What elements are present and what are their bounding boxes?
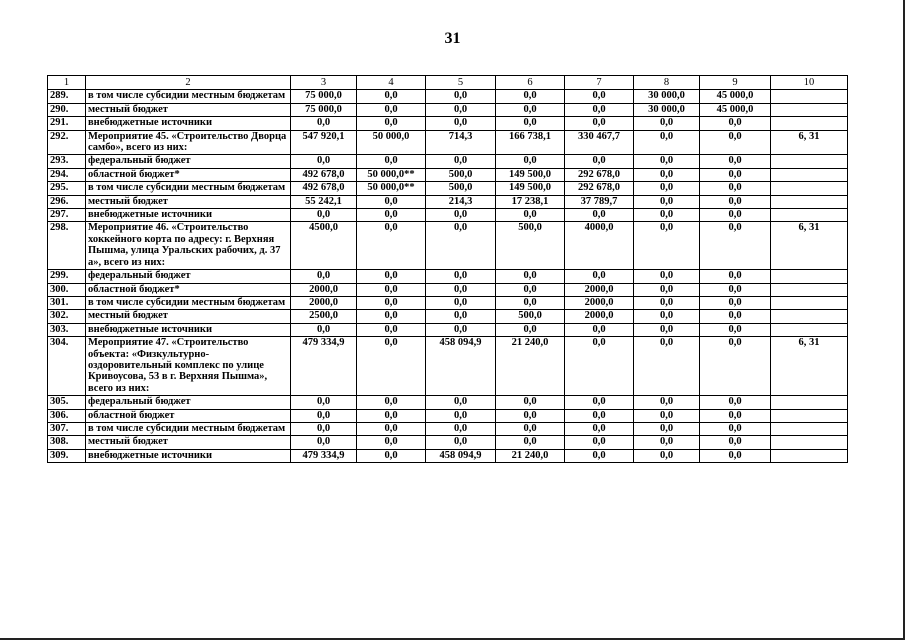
year-cell: 0,0 <box>700 422 771 435</box>
year-cell: 0,0 <box>565 323 634 336</box>
year-cell: 0,0 <box>357 90 426 103</box>
header-cell: 6 <box>496 76 565 90</box>
year-cell: 0,0 <box>634 222 700 270</box>
total-cell: 75 000,0 <box>291 103 357 116</box>
total-cell: 479 334,9 <box>291 337 357 396</box>
year-cell: 0,0 <box>565 270 634 283</box>
target-ref-cell <box>771 449 848 462</box>
year-cell: 0,0 <box>700 296 771 309</box>
item-name-cell: внебюджетные источники <box>86 449 291 462</box>
item-name-cell: областной бюджет* <box>86 168 291 181</box>
table-row <box>48 168 848 181</box>
item-name-cell: областной бюджет* <box>86 283 291 296</box>
year-cell: 0,0 <box>634 168 700 181</box>
year-cell: 0,0 <box>496 296 565 309</box>
year-cell: 458 094,9 <box>426 337 496 396</box>
item-name-cell: в том числе субсидии местным бюджетам <box>86 296 291 309</box>
year-cell: 0,0 <box>357 449 426 462</box>
year-cell: 0,0 <box>357 117 426 130</box>
table-row <box>48 436 848 449</box>
year-cell: 37 789,7 <box>565 195 634 208</box>
year-cell: 0,0 <box>496 436 565 449</box>
year-cell: 2000,0 <box>565 310 634 323</box>
row-number-cell: 305. <box>48 396 86 409</box>
year-cell: 0,0 <box>357 323 426 336</box>
item-name-cell: Мероприятие 47. «Строительство объекта: «Физкультурно-оздоровительный комплекс по улице Кривоусова, 53 в г. Верхняя Пышма», всего из них: <box>86 337 291 396</box>
header-cell: 1 <box>48 76 86 90</box>
row-number-cell: 300. <box>48 283 86 296</box>
table-row <box>48 449 848 462</box>
year-cell: 0,0 <box>700 323 771 336</box>
year-cell: 0,0 <box>496 409 565 422</box>
column-number-row <box>48 76 848 90</box>
year-cell: 0,0 <box>496 323 565 336</box>
item-name-cell: федеральный бюджет <box>86 270 291 283</box>
total-cell: 0,0 <box>291 270 357 283</box>
table-row <box>48 296 848 309</box>
year-cell: 0,0 <box>700 168 771 181</box>
year-cell: 0,0 <box>634 337 700 396</box>
year-cell: 0,0 <box>634 283 700 296</box>
header-cell: 5 <box>426 76 496 90</box>
year-cell: 214,3 <box>426 195 496 208</box>
table-row <box>48 90 848 103</box>
year-cell: 0,0 <box>565 337 634 396</box>
year-cell: 2000,0 <box>565 296 634 309</box>
year-cell: 149 500,0 <box>496 168 565 181</box>
target-ref-cell <box>771 422 848 435</box>
table-row <box>48 222 848 270</box>
item-name-cell: Мероприятие 45. «Строительство Дворца самбо», всего из них: <box>86 130 291 155</box>
year-cell: 0,0 <box>496 270 565 283</box>
row-number-cell: 292. <box>48 130 86 155</box>
year-cell: 45 000,0 <box>700 103 771 116</box>
item-name-cell: Мероприятие 46. «Строительство хоккейного корта по адресу: г. Верхняя Пышма, улица Уральских рабочих, д. 37 а», всего из них: <box>86 222 291 270</box>
table-row <box>48 310 848 323</box>
total-cell: 2500,0 <box>291 310 357 323</box>
target-ref-cell <box>771 155 848 168</box>
table-row <box>48 117 848 130</box>
year-cell: 0,0 <box>426 396 496 409</box>
year-cell: 0,0 <box>634 270 700 283</box>
row-number-cell: 301. <box>48 296 86 309</box>
total-cell: 0,0 <box>291 409 357 422</box>
year-cell: 0,0 <box>634 449 700 462</box>
year-cell: 50 000,0 <box>357 130 426 155</box>
item-name-cell: в том числе субсидии местным бюджетам <box>86 422 291 435</box>
target-ref-cell <box>771 117 848 130</box>
year-cell: 0,0 <box>565 209 634 222</box>
year-cell: 0,0 <box>634 155 700 168</box>
year-cell: 0,0 <box>565 90 634 103</box>
year-cell: 0,0 <box>565 155 634 168</box>
year-cell: 0,0 <box>426 209 496 222</box>
year-cell: 0,0 <box>426 323 496 336</box>
year-cell: 0,0 <box>700 195 771 208</box>
total-cell: 2000,0 <box>291 296 357 309</box>
year-cell: 0,0 <box>426 117 496 130</box>
item-name-cell: в том числе субсидии местным бюджетам <box>86 90 291 103</box>
total-cell: 0,0 <box>291 323 357 336</box>
year-cell: 0,0 <box>700 117 771 130</box>
year-cell: 30 000,0 <box>634 90 700 103</box>
total-cell: 0,0 <box>291 117 357 130</box>
year-cell: 458 094,9 <box>426 449 496 462</box>
total-cell: 547 920,1 <box>291 130 357 155</box>
year-cell: 166 738,1 <box>496 130 565 155</box>
target-ref-cell <box>771 209 848 222</box>
year-cell: 500,0 <box>496 222 565 270</box>
row-number-cell: 304. <box>48 337 86 396</box>
year-cell: 0,0 <box>426 155 496 168</box>
year-cell: 0,0 <box>357 436 426 449</box>
table-row <box>48 337 848 396</box>
total-cell: 492 678,0 <box>291 168 357 181</box>
total-cell: 2000,0 <box>291 283 357 296</box>
row-number-cell: 307. <box>48 422 86 435</box>
year-cell: 0,0 <box>357 422 426 435</box>
item-name-cell: федеральный бюджет <box>86 155 291 168</box>
year-cell: 0,0 <box>496 283 565 296</box>
year-cell: 0,0 <box>565 422 634 435</box>
target-ref-cell <box>771 436 848 449</box>
year-cell: 0,0 <box>634 422 700 435</box>
year-cell: 0,0 <box>700 209 771 222</box>
row-number-cell: 295. <box>48 182 86 195</box>
year-cell: 0,0 <box>634 323 700 336</box>
row-number-cell: 291. <box>48 117 86 130</box>
target-ref-cell <box>771 90 848 103</box>
year-cell: 0,0 <box>565 436 634 449</box>
total-cell: 0,0 <box>291 209 357 222</box>
year-cell: 0,0 <box>700 449 771 462</box>
year-cell: 0,0 <box>565 117 634 130</box>
table-row <box>48 130 848 155</box>
year-cell: 500,0 <box>426 168 496 181</box>
row-number-cell: 293. <box>48 155 86 168</box>
total-cell: 4500,0 <box>291 222 357 270</box>
total-cell: 75 000,0 <box>291 90 357 103</box>
table-row <box>48 283 848 296</box>
row-number-cell: 306. <box>48 409 86 422</box>
year-cell: 2000,0 <box>565 283 634 296</box>
row-number-cell: 297. <box>48 209 86 222</box>
table-row <box>48 103 848 116</box>
target-ref-cell <box>771 323 848 336</box>
year-cell: 0,0 <box>357 222 426 270</box>
row-number-cell: 294. <box>48 168 86 181</box>
target-ref-cell <box>771 296 848 309</box>
item-name-cell: внебюджетные источники <box>86 117 291 130</box>
total-cell: 55 242,1 <box>291 195 357 208</box>
year-cell: 0,0 <box>426 270 496 283</box>
year-cell: 0,0 <box>496 103 565 116</box>
year-cell: 714,3 <box>426 130 496 155</box>
year-cell: 0,0 <box>496 90 565 103</box>
budget-table <box>47 75 848 463</box>
year-cell: 30 000,0 <box>634 103 700 116</box>
row-number-cell: 296. <box>48 195 86 208</box>
target-ref-cell <box>771 310 848 323</box>
year-cell: 0,0 <box>700 283 771 296</box>
year-cell: 17 238,1 <box>496 195 565 208</box>
total-cell: 0,0 <box>291 422 357 435</box>
year-cell: 0,0 <box>357 396 426 409</box>
row-number-cell: 302. <box>48 310 86 323</box>
total-cell: 0,0 <box>291 155 357 168</box>
year-cell: 0,0 <box>565 396 634 409</box>
year-cell: 0,0 <box>634 130 700 155</box>
item-name-cell: внебюджетные источники <box>86 209 291 222</box>
target-ref-cell <box>771 283 848 296</box>
row-number-cell: 290. <box>48 103 86 116</box>
year-cell: 0,0 <box>357 296 426 309</box>
year-cell: 0,0 <box>496 155 565 168</box>
table-row <box>48 323 848 336</box>
year-cell: 0,0 <box>357 270 426 283</box>
year-cell: 330 467,7 <box>565 130 634 155</box>
year-cell: 0,0 <box>426 296 496 309</box>
table-row <box>48 155 848 168</box>
year-cell: 50 000,0** <box>357 168 426 181</box>
header-cell: 9 <box>700 76 771 90</box>
table-row <box>48 409 848 422</box>
year-cell: 0,0 <box>357 195 426 208</box>
target-ref-cell <box>771 168 848 181</box>
year-cell: 0,0 <box>357 155 426 168</box>
year-cell: 0,0 <box>357 337 426 396</box>
year-cell: 0,0 <box>496 209 565 222</box>
year-cell: 0,0 <box>634 209 700 222</box>
year-cell: 21 240,0 <box>496 337 565 396</box>
year-cell: 0,0 <box>700 436 771 449</box>
row-number-cell: 289. <box>48 90 86 103</box>
year-cell: 0,0 <box>426 283 496 296</box>
target-ref-cell: 6, 31 <box>771 222 848 270</box>
table-row <box>48 195 848 208</box>
year-cell: 0,0 <box>357 209 426 222</box>
row-number-cell: 308. <box>48 436 86 449</box>
total-cell: 0,0 <box>291 396 357 409</box>
target-ref-cell <box>771 182 848 195</box>
year-cell: 45 000,0 <box>700 90 771 103</box>
year-cell: 0,0 <box>700 222 771 270</box>
year-cell: 0,0 <box>426 90 496 103</box>
target-ref-cell: 6, 31 <box>771 130 848 155</box>
header-cell: 3 <box>291 76 357 90</box>
item-name-cell: федеральный бюджет <box>86 396 291 409</box>
header-cell: 4 <box>357 76 426 90</box>
year-cell: 292 678,0 <box>565 182 634 195</box>
year-cell: 0,0 <box>565 409 634 422</box>
year-cell: 292 678,0 <box>565 168 634 181</box>
total-cell: 479 334,9 <box>291 449 357 462</box>
item-name-cell: местный бюджет <box>86 195 291 208</box>
total-cell: 492 678,0 <box>291 182 357 195</box>
table-body <box>48 90 848 463</box>
target-ref-cell <box>771 195 848 208</box>
year-cell: 0,0 <box>700 130 771 155</box>
year-cell: 0,0 <box>700 396 771 409</box>
year-cell: 0,0 <box>426 436 496 449</box>
year-cell: 0,0 <box>700 310 771 323</box>
item-name-cell: местный бюджет <box>86 310 291 323</box>
year-cell: 4000,0 <box>565 222 634 270</box>
year-cell: 0,0 <box>634 396 700 409</box>
year-cell: 0,0 <box>634 310 700 323</box>
year-cell: 50 000,0** <box>357 182 426 195</box>
year-cell: 0,0 <box>634 409 700 422</box>
year-cell: 0,0 <box>426 310 496 323</box>
row-number-cell: 298. <box>48 222 86 270</box>
item-name-cell: в том числе субсидии местным бюджетам <box>86 182 291 195</box>
item-name-cell: местный бюджет <box>86 436 291 449</box>
table-row <box>48 270 848 283</box>
year-cell: 0,0 <box>700 270 771 283</box>
target-ref-cell <box>771 409 848 422</box>
year-cell: 0,0 <box>565 449 634 462</box>
year-cell: 0,0 <box>426 422 496 435</box>
year-cell: 0,0 <box>426 103 496 116</box>
year-cell: 0,0 <box>357 409 426 422</box>
year-cell: 0,0 <box>634 117 700 130</box>
year-cell: 0,0 <box>496 422 565 435</box>
row-number-cell: 309. <box>48 449 86 462</box>
year-cell: 0,0 <box>496 396 565 409</box>
year-cell: 0,0 <box>565 103 634 116</box>
table-row <box>48 396 848 409</box>
year-cell: 0,0 <box>357 283 426 296</box>
header-cell: 8 <box>634 76 700 90</box>
header-cell: 10 <box>771 76 848 90</box>
header-cell: 7 <box>565 76 634 90</box>
target-ref-cell: 6, 31 <box>771 337 848 396</box>
year-cell: 0,0 <box>634 296 700 309</box>
table-row <box>48 209 848 222</box>
year-cell: 500,0 <box>426 182 496 195</box>
target-ref-cell <box>771 270 848 283</box>
year-cell: 0,0 <box>426 222 496 270</box>
year-cell: 500,0 <box>496 310 565 323</box>
year-cell: 0,0 <box>700 155 771 168</box>
year-cell: 0,0 <box>700 409 771 422</box>
page-number: 31 <box>444 30 461 47</box>
year-cell: 0,0 <box>357 103 426 116</box>
header-cell: 2 <box>86 76 291 90</box>
table-row <box>48 182 848 195</box>
target-ref-cell <box>771 396 848 409</box>
year-cell: 0,0 <box>634 182 700 195</box>
row-number-cell: 299. <box>48 270 86 283</box>
target-ref-cell <box>771 103 848 116</box>
year-cell: 0,0 <box>496 117 565 130</box>
year-cell: 0,0 <box>426 409 496 422</box>
table-row <box>48 422 848 435</box>
year-cell: 21 240,0 <box>496 449 565 462</box>
item-name-cell: внебюджетные источники <box>86 323 291 336</box>
year-cell: 0,0 <box>634 195 700 208</box>
year-cell: 0,0 <box>357 310 426 323</box>
item-name-cell: областной бюджет <box>86 409 291 422</box>
year-cell: 0,0 <box>700 337 771 396</box>
total-cell: 0,0 <box>291 436 357 449</box>
year-cell: 0,0 <box>700 182 771 195</box>
year-cell: 0,0 <box>634 436 700 449</box>
row-number-cell: 303. <box>48 323 86 336</box>
year-cell: 149 500,0 <box>496 182 565 195</box>
item-name-cell: местный бюджет <box>86 103 291 116</box>
